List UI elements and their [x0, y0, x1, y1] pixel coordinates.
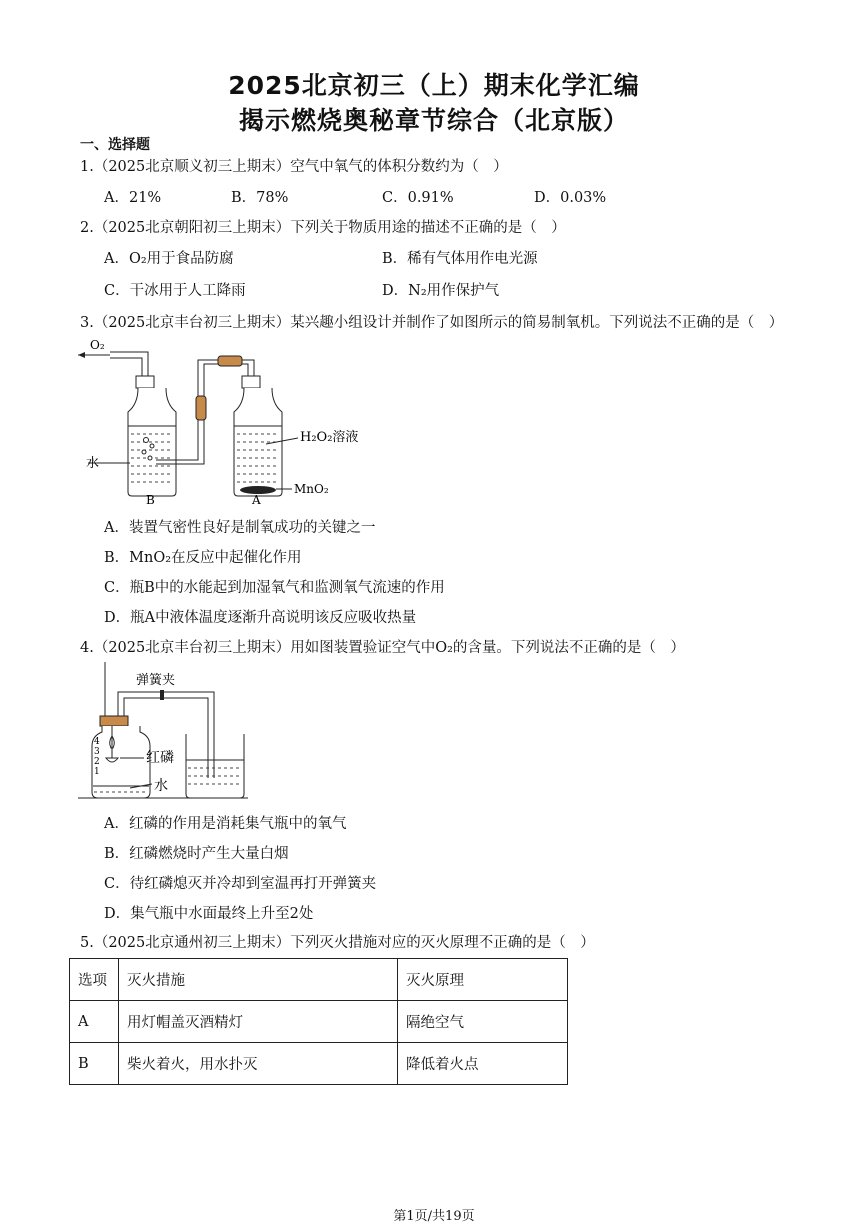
svg-text:1: 1 [94, 767, 100, 777]
spring-clamp [160, 690, 164, 700]
bottle-a [234, 376, 282, 496]
question-1-stem: 1.（2025北京顺义初三上期末）空气中氧气的体积分数约为（ ） [80, 159, 508, 175]
q1-option-d: D．0.03% [534, 190, 607, 206]
q3-option-d: D．瓶A中液体温度逐渐升高说明该反应吸收热量 [104, 610, 417, 626]
q2-option-b: B．稀有气体用作电光源 [382, 251, 538, 267]
table-header-row [70, 959, 568, 1001]
water-label: 水 [86, 456, 100, 471]
svg-text:4: 4 [94, 737, 100, 747]
question-3-stem: 3.（2025北京丰台初三上期末）某兴趣小组设计并制作了如图所示的简易制氧机。下列说法不正确的是（ ） [80, 315, 784, 331]
bottle-b [128, 376, 176, 496]
oxygen-generator-figure [76, 334, 366, 506]
q1-option-b: B．78% [231, 190, 289, 206]
table-cell: 用灯帽盖灭酒精灯 [119, 1001, 398, 1043]
page-subtitle: 揭示燃烧奥秘章节综合（北京版） [238, 106, 629, 135]
water-label-q4: 水 [154, 778, 168, 794]
phosphorus-label: 红磷 [146, 750, 174, 766]
table-row [70, 1043, 568, 1085]
arrow-left-icon [78, 352, 85, 358]
q2-option-a: A．O₂用于食品防腐 [104, 251, 234, 267]
table-header-cell: 灭火措施 [119, 959, 398, 1001]
o2-label: O₂ [90, 338, 105, 352]
oxygen-content-apparatus-figure [78, 660, 258, 802]
q2-option-c: C．干冰用于人工降雨 [104, 283, 246, 299]
q4-option-b: B．红磷燃烧时产生大量白烟 [104, 846, 289, 862]
beaker [186, 734, 244, 798]
table-cell: A [70, 1001, 119, 1043]
bottle-b-label: B [146, 493, 155, 506]
mno2-label: MnO₂ [294, 482, 329, 496]
h2o2-label: H₂O₂溶液 [300, 430, 359, 445]
svg-text:3: 3 [94, 747, 100, 757]
page-title: 2025北京初三（上）期末化学汇编 [228, 71, 640, 100]
question-5-stem: 5.（2025北京通州初三上期末）下列灭火措施对应的灭火原理不正确的是（ ） [80, 935, 595, 951]
page-footer: 第1页/共19页 [393, 1209, 475, 1224]
table-cell: 隔绝空气 [398, 1001, 568, 1043]
q4-option-d: D．集气瓶中水面最终上升至2处 [104, 906, 314, 922]
q5-table [69, 958, 568, 1085]
q1-option-a: A．21% [104, 190, 162, 206]
section-heading: 一、选择题 [80, 137, 150, 153]
clamp-label: 弹簧夹 [136, 673, 176, 688]
q2-option-d: D．N₂用作保护气 [382, 283, 500, 299]
table-header-cell: 选项 [70, 959, 119, 1001]
question-4-stem: 4.（2025北京丰台初三上期末）用如图装置验证空气中O₂的含量。下列说法不正确的是（ ） [80, 640, 685, 656]
stopper [100, 716, 128, 726]
rubber-tube-top [218, 356, 242, 366]
q3-option-b: B．MnO₂在反应中起催化作用 [104, 550, 302, 566]
svg-text:2: 2 [94, 757, 100, 767]
q3-option-a: A．装置气密性良好是制氧成功的关键之一 [104, 520, 376, 536]
q4-option-c: C．待红磷熄灭并冷却到室温再打开弹簧夹 [104, 876, 377, 892]
table-cell: 柴火着火，用水扑灭 [119, 1043, 398, 1085]
q1-option-c: C．0.91% [382, 190, 454, 206]
q3-option-c: C．瓶B中的水能起到加湿氧气和监测氧气流速的作用 [104, 580, 445, 596]
table-row [70, 1001, 568, 1043]
q4-option-a: A．红磷的作用是消耗集气瓶中的氧气 [104, 816, 347, 832]
table-cell: 降低着火点 [398, 1043, 568, 1085]
table-header-cell: 灭火原理 [398, 959, 568, 1001]
bottle-a-label: A [252, 493, 261, 506]
table-cell: B [70, 1043, 119, 1085]
rubber-tube [196, 396, 206, 420]
question-2-stem: 2.（2025北京朝阳初三上期末）下列关于物质用途的描述不正确的是（ ） [80, 220, 566, 236]
